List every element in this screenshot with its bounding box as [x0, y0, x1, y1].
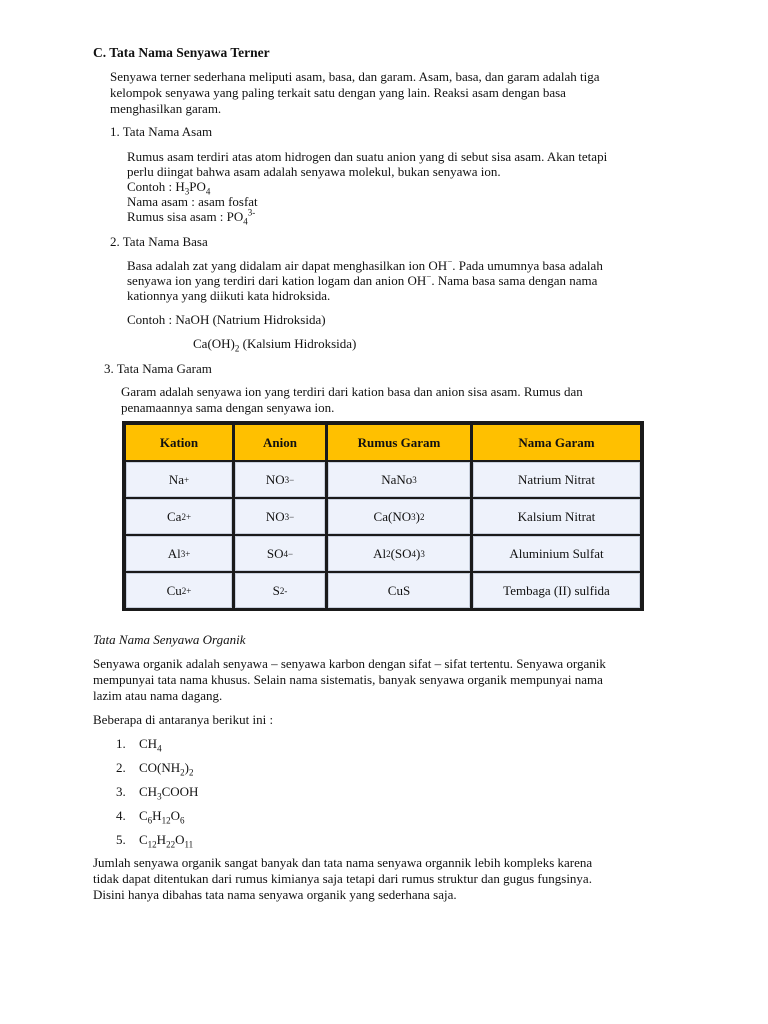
- table-cell-nama: Kalsium Nitrat: [473, 499, 640, 534]
- table-cell-kation: Al 3+: [126, 536, 232, 571]
- table-cell-rumus: Ca(NO 3 ) 2: [328, 499, 470, 534]
- garam-desc-line: Garam adalah senyawa ion yang terdiri dari kation basa dan anion sisa asam. Rumus dan: [121, 384, 583, 399]
- basa-desc-line: senyawa ion yang terdiri dari kation logam dan anion OH−. Nama basa sama dengan nama: [127, 271, 598, 288]
- table-cell-anion: NO 3 −: [235, 462, 325, 497]
- table-cell-anion: NO 3 −: [235, 499, 325, 534]
- asam-desc-line: perlu diingat bahwa asam adalah senyawa molekul, bukan senyawa ion.: [127, 164, 501, 179]
- table-cell-anion: SO 4 −: [235, 536, 325, 571]
- asam-desc-line: Rumus asam terdiri atas atom hidrogen dan suatu anion yang di sebut sisa asam. Akan tetapi: [127, 149, 608, 164]
- table-header-nama: Nama Garam: [473, 425, 640, 460]
- table-cell-rumus: NaNo 3: [328, 462, 470, 497]
- table-cell-rumus: Al 2 (SO 4 ) 3: [328, 536, 470, 571]
- organik-desc-line: mempunyai tata nama khusus. Selain nama sistematis, banyak senyawa organik mempunyai nama: [93, 672, 603, 687]
- table-cell-nama: Natrium Nitrat: [473, 462, 640, 497]
- list-item: 1. $CH_4$: [116, 736, 162, 754]
- basa-desc-line: kationnya yang diikuti kata hidroksida.: [127, 288, 331, 303]
- organik-desc-line: Senyawa organik adalah senyawa – senyawa karbon dengan sifat – sifat tertentu. Senyawa organik: [93, 656, 606, 671]
- table-cell-rumus: CuS: [328, 573, 470, 608]
- section-heading: C. Tata Nama Senyawa Terner: [93, 45, 270, 60]
- list-item: 2. $CO(NH_2)_2$: [116, 760, 194, 778]
- intro-line: kelompok senyawa yang paling terkait satu dengan yang lain. Reaksi asam dengan basa: [110, 85, 566, 100]
- intro-line: menghasilkan garam.: [110, 101, 222, 116]
- table-cell-kation: Na +: [126, 462, 232, 497]
- asam-sisa: Rumus sisa asam : $PO_4^{3-}$: [127, 207, 256, 227]
- basa-contoh-2: $Ca(OH)_2$ (Kalsium Hidroksida): [193, 336, 357, 354]
- list-item: 4. $C_6H_{12}O_6$: [116, 808, 185, 826]
- garam-heading: 3. Tata Nama Garam: [104, 361, 212, 376]
- basa-heading: 2. Tata Nama Basa: [110, 234, 208, 249]
- organik-closing-line: Disini hanya dibahas tata nama senyawa organik yang sederhana saja.: [93, 887, 457, 902]
- table-header-kation: Kation: [126, 425, 232, 460]
- table-cell-anion: S 2-: [235, 573, 325, 608]
- garam-desc-line: penamaannya sama dengan senyawa ion.: [121, 400, 335, 415]
- table-cell-kation: Ca 2+: [126, 499, 232, 534]
- basa-contoh-1: Contoh : NaOH (Natrium Hidroksida): [127, 312, 326, 327]
- organik-closing-line: tidak dapat ditentukan dari rumus kimianya saja tetapi dari rumus struktur dan gugus fungsinya.: [93, 871, 592, 886]
- list-item: 5. $C_{12}H_{22}O_{11}$: [116, 832, 194, 850]
- asam-heading: 1. Tata Nama Asam: [110, 124, 213, 139]
- table-cell-nama: Tembaga (II) sulfida: [473, 573, 640, 608]
- organik-closing-line: Jumlah senyawa organik sangat banyak dan tata nama senyawa organnik lebih kompleks karena: [93, 855, 593, 870]
- intro-line: Senyawa terner sederhana meliputi asam, basa, dan garam. Asam, basa, dan garam adalah tiga: [110, 69, 600, 84]
- organik-beberapa: Beberapa di antaranya berikut ini :: [93, 712, 274, 727]
- table-cell-nama: Aluminium Sulfat: [473, 536, 640, 571]
- list-item: 3. $CH_3COOH$: [116, 784, 199, 802]
- garam-table: [122, 421, 644, 611]
- asam-contoh: Contoh : $H_3PO_4$: [127, 179, 211, 197]
- table-header-anion: Anion: [235, 425, 325, 460]
- basa-desc-line: Basa adalah zat yang didalam air dapat menghasilkan ion OH−. Pada umumnya basa adalah: [127, 256, 603, 273]
- table-cell-kation: Cu 2+: [126, 573, 232, 608]
- organik-desc-line: lazim atau nama dagang.: [93, 688, 223, 703]
- asam-nama: Nama asam : asam fosfat: [127, 194, 258, 209]
- organik-heading: Tata Nama Senyawa Organik: [93, 632, 246, 647]
- table-header-rumus: Rumus Garam: [328, 425, 470, 460]
